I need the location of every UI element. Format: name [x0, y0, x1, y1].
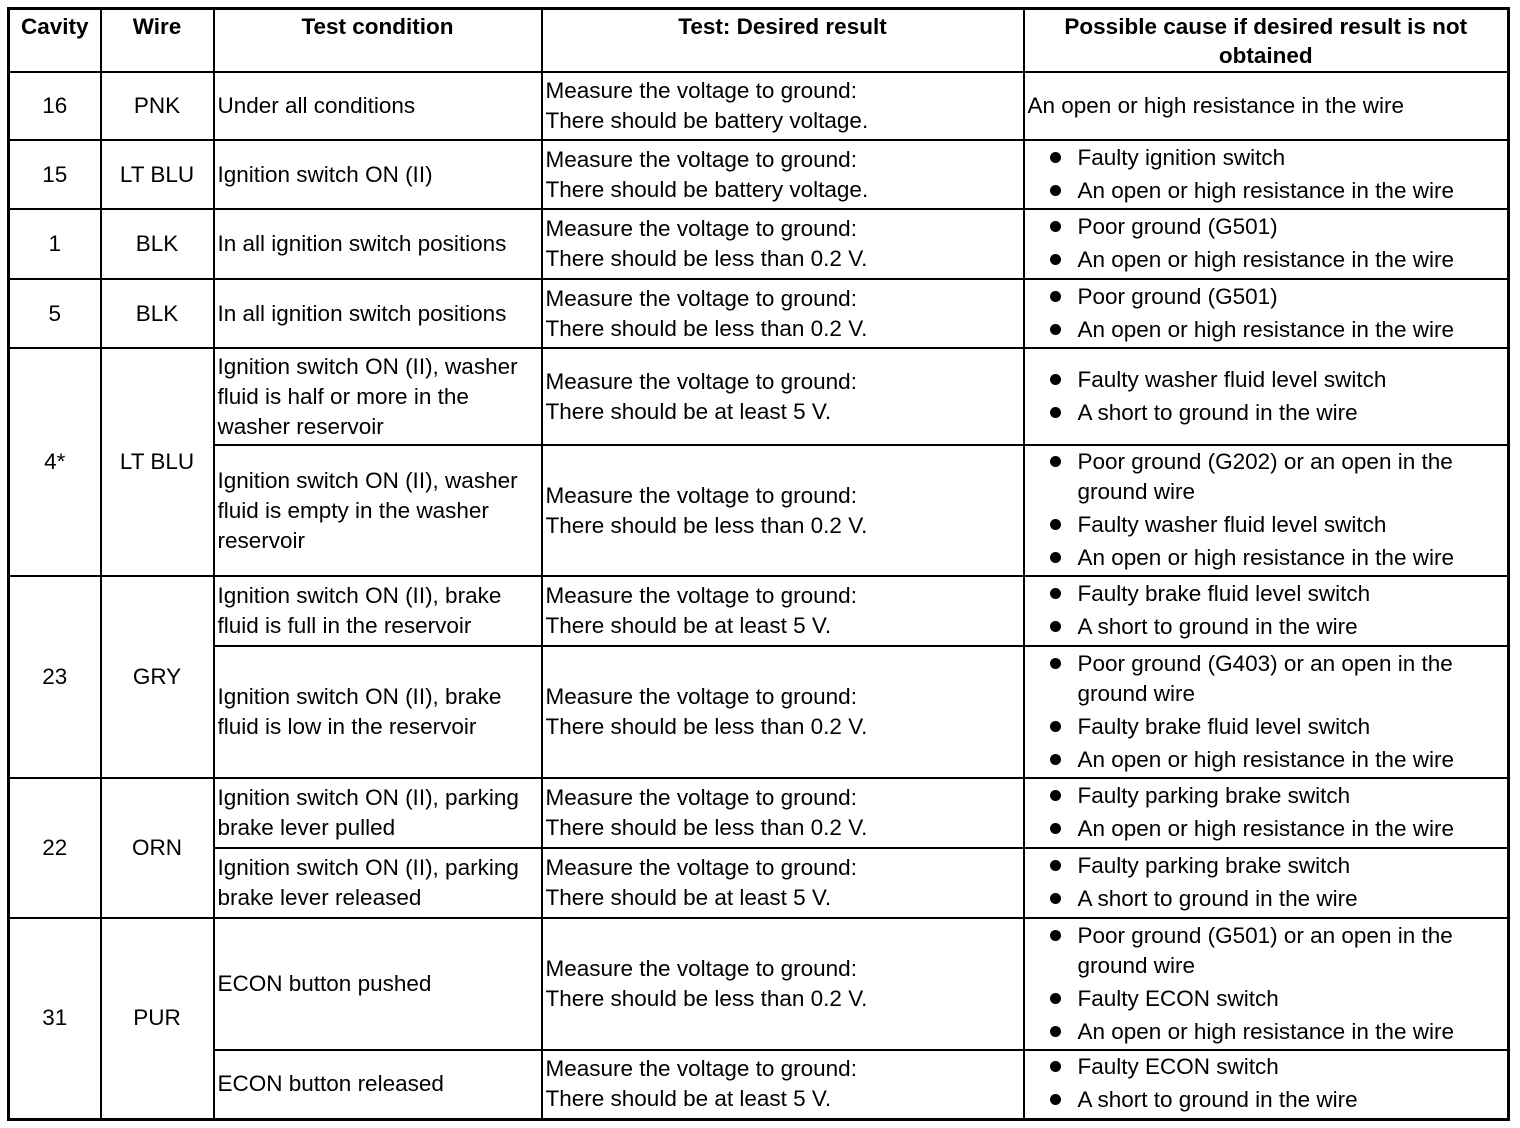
result-line: Measure the voltage to ground: [545, 285, 857, 311]
result-line: There should be less than 0.2 V. [545, 714, 868, 739]
result-line: Measure the voltage to ground: [545, 146, 857, 172]
result-line: There should be battery voltage. [545, 176, 869, 202]
table-row [9, 445, 1509, 576]
possible-cause-cell [1024, 445, 1509, 576]
table-row [9, 348, 1509, 445]
result-line: There should be less than 0.2 V. [545, 815, 868, 840]
table-row [9, 72, 1509, 140]
test-condition-cell: In all ignition switch positions [214, 279, 542, 348]
header-desired-result: Test: Desired result [542, 9, 1024, 73]
cause-list [1028, 578, 1505, 644]
cause-list [1028, 142, 1505, 208]
desired-result-cell [542, 72, 1024, 140]
table-row [9, 918, 1509, 1050]
possible-cause-cell [1024, 646, 1509, 778]
possible-cause-cell [1024, 72, 1509, 140]
desired-result-cell [542, 209, 1024, 279]
result-line: There should be at least 5 V. [545, 613, 832, 638]
test-condition-cell: Ignition switch ON (II), brake fluid is low in the reservoir [214, 646, 542, 778]
cause-text: An open or high resistance in the wire [1027, 93, 1404, 118]
table-row [9, 1050, 1509, 1119]
test-condition-cell: Ignition switch ON (II), parking brake lever released [214, 848, 542, 918]
test-condition-cell: Ignition switch ON (II), parking brake lever pulled [214, 778, 542, 848]
result-line: There should be at least 5 V. [545, 1086, 832, 1112]
cause-item: Faulty washer fluid level switch [1028, 364, 1505, 397]
cause-item: Faulty parking brake switch [1028, 850, 1505, 883]
table-row [9, 646, 1509, 778]
result-line: Measure the voltage to ground: [545, 216, 857, 241]
result-line: Measure the voltage to ground: [545, 684, 857, 709]
cause-item: An open or high resistance in the wire [1028, 314, 1505, 347]
table-row [9, 778, 1509, 848]
cavity-cell: 22 [9, 778, 101, 918]
result-line: There should be less than 0.2 V. [545, 512, 868, 538]
possible-cause-cell [1024, 848, 1509, 918]
test-condition-cell: ECON button pushed [214, 918, 542, 1050]
cause-item: Poor ground (G501) or an open in the ground wire [1028, 920, 1505, 983]
wire-cell: LT BLU [101, 348, 214, 576]
result-line: There should be at least 5 V. [545, 885, 832, 910]
cause-item: A short to ground in the wire [1028, 883, 1505, 916]
table-row [9, 209, 1509, 279]
cause-list [1028, 446, 1505, 575]
result-line: There should be less than 0.2 V. [545, 986, 868, 1011]
header-row [9, 9, 1509, 73]
wire-cell: ORN [101, 778, 214, 918]
possible-cause-cell [1024, 140, 1509, 209]
result-line: Measure the voltage to ground: [545, 368, 857, 394]
possible-cause-cell [1024, 576, 1509, 646]
possible-cause-cell [1024, 778, 1509, 848]
wire-cell: PNK [101, 72, 214, 140]
connector-test-table [7, 7, 1510, 1121]
possible-cause-cell [1024, 918, 1509, 1050]
possible-cause-cell [1024, 348, 1509, 445]
cause-list [1028, 648, 1505, 777]
cause-list [1028, 780, 1505, 846]
wire-cell: PUR [101, 918, 214, 1119]
header-cavity: Cavity [9, 9, 101, 73]
wire-cell: GRY [101, 576, 214, 778]
possible-cause-cell [1024, 1050, 1509, 1119]
possible-cause-cell [1024, 209, 1509, 279]
wire-cell: BLK [101, 209, 214, 279]
cause-list [1028, 920, 1505, 1049]
cause-list [1028, 364, 1505, 430]
cause-item: Faulty brake fluid level switch [1028, 578, 1505, 611]
result-line: There should be at least 5 V. [545, 398, 832, 424]
possible-cause-cell [1024, 279, 1509, 348]
test-condition-cell: Ignition switch ON (II), washer fluid is empty in the washer reservoir [214, 445, 542, 576]
desired-result-cell [542, 848, 1024, 918]
cause-item: Faulty washer fluid level switch [1028, 509, 1505, 542]
cause-item: An open or high resistance in the wire [1028, 813, 1505, 846]
cause-item: Faulty ECON switch [1028, 1051, 1505, 1084]
desired-result-cell [542, 646, 1024, 778]
result-line: Measure the voltage to ground: [545, 956, 857, 981]
cavity-cell: 23 [9, 576, 101, 778]
cause-item: Faulty brake fluid level switch [1028, 711, 1505, 744]
result-line: There should be battery voltage. [545, 108, 869, 133]
cavity-cell: 31 [9, 918, 101, 1119]
header-wire: Wire [101, 9, 214, 73]
result-line: Measure the voltage to ground: [545, 583, 857, 608]
table-row [9, 279, 1509, 348]
desired-result-cell [542, 140, 1024, 209]
cause-item: An open or high resistance in the wire [1028, 744, 1505, 777]
test-condition-cell: In all ignition switch positions [214, 209, 542, 279]
desired-result-cell [542, 778, 1024, 848]
cavity-cell: 4* [9, 348, 101, 576]
desired-result-cell [542, 576, 1024, 646]
cause-list [1028, 281, 1505, 347]
table-row [9, 140, 1509, 209]
desired-result-cell [542, 279, 1024, 348]
result-line: There should be less than 0.2 V. [545, 315, 868, 341]
header-test-condition: Test condition [214, 9, 542, 73]
cavity-cell: 15 [9, 140, 101, 209]
cause-item: Poor ground (G403) or an open in the ground wire [1028, 648, 1505, 711]
test-condition-cell: ECON button released [214, 1050, 542, 1119]
desired-result-cell [542, 1050, 1024, 1119]
cause-item: Poor ground (G501) [1028, 211, 1505, 244]
desired-result-cell [542, 445, 1024, 576]
table-body [9, 72, 1509, 1119]
cavity-cell: 5 [9, 279, 101, 348]
cavity-cell: 16 [9, 72, 101, 140]
cavity-cell: 1 [9, 209, 101, 279]
cause-item: A short to ground in the wire [1028, 611, 1505, 644]
table-row [9, 576, 1509, 646]
table-row [9, 848, 1509, 918]
test-condition-cell: Ignition switch ON (II) [214, 140, 542, 209]
result-line: Measure the voltage to ground: [545, 482, 857, 508]
result-line: Measure the voltage to ground: [545, 78, 857, 103]
result-line: Measure the voltage to ground: [545, 785, 857, 810]
cause-item: A short to ground in the wire [1028, 397, 1505, 430]
desired-result-cell [542, 918, 1024, 1050]
cause-item: Faulty ignition switch [1028, 142, 1505, 175]
cause-item: An open or high resistance in the wire [1028, 1016, 1505, 1049]
desired-result-cell [542, 348, 1024, 445]
test-condition-cell: Under all conditions [214, 72, 542, 140]
cause-list [1028, 211, 1505, 277]
cause-list [1028, 1051, 1505, 1117]
wire-cell: LT BLU [101, 140, 214, 209]
cause-item: Poor ground (G501) [1028, 281, 1505, 314]
test-condition-cell: Ignition switch ON (II), washer fluid is half or more in the washer reservoir [214, 348, 542, 445]
result-line: Measure the voltage to ground: [545, 1056, 857, 1082]
wire-cell: BLK [101, 279, 214, 348]
cause-list [1028, 850, 1505, 916]
cause-item: A short to ground in the wire [1028, 1084, 1505, 1117]
cause-item: Faulty ECON switch [1028, 983, 1505, 1016]
test-condition-cell: Ignition switch ON (II), brake fluid is full in the reservoir [214, 576, 542, 646]
cause-item: An open or high resistance in the wire [1028, 244, 1505, 277]
cause-item: Poor ground (G202) or an open in the ground wire [1028, 446, 1505, 509]
header-possible-cause: Possible cause if desired result is not obtained [1024, 9, 1509, 73]
result-line: There should be less than 0.2 V. [545, 246, 868, 271]
cause-item: An open or high resistance in the wire [1028, 542, 1505, 575]
result-line: Measure the voltage to ground: [545, 855, 857, 880]
cause-item: Faulty parking brake switch [1028, 780, 1505, 813]
cause-item: An open or high resistance in the wire [1028, 175, 1505, 208]
